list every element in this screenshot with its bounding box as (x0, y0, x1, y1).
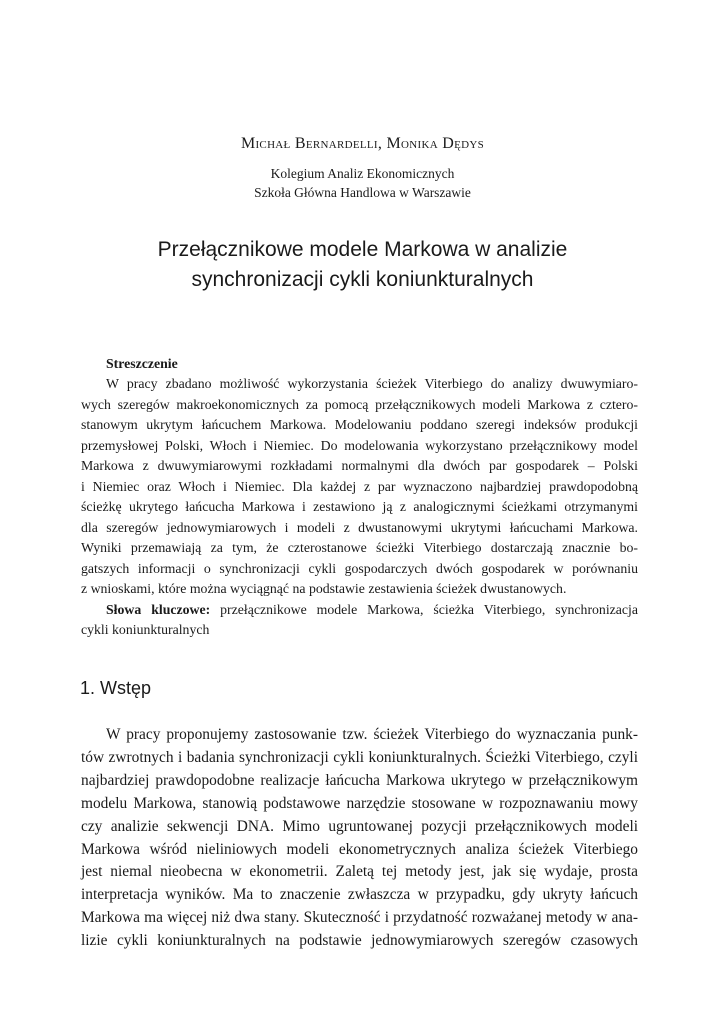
abstract-line: dla szeregów jednowymiarowych i modeli z dwustanowymi ukrytymi łańcuchami Markowa. (81, 519, 638, 535)
keywords-line-2: cykli koniunkturalnych (81, 622, 210, 637)
abstract-line: ścieżkę ukrytego łańcucha Markowa i zestawiono ją z analogicznymi ścieżkami otrzymanymi (81, 499, 638, 514)
body-line: Markowa wśród nieliniowych modeli ekonometrycznych analiza ścieżek Viterbiego (81, 840, 638, 858)
title-line-1: Przełącznikowe modele Markowa w analizie (157, 238, 568, 261)
abstract (81, 354, 638, 641)
body-line: czy analizie sekwencji DNA. Mimo ugruntowanej pozycji przełącznikowych modeli (81, 817, 638, 835)
keywords-text: przełącznikowe modele Markowa, ścieżka Viterbiego, synchronizacja (210, 601, 638, 617)
abstract-line: stanowym ukrytym łańcuchem Markowa. Modelowaniu poddano szeregi indeksów produkcji (81, 417, 638, 432)
abstract-line: Markowa z dwuwymiarowymi rozkładami normalnymi dla dwóch par gospodarek – Polski (81, 458, 638, 473)
affiliation-line-1: Kolegium Analiz Ekonomicznych (270, 166, 455, 181)
affiliation-line-2: Szkoła Główna Handlowa w Warszawie (254, 185, 471, 200)
body-line: jest niemal nieobecna w ekonometrii. Zaletą tej metody jest, jak się wydaje, prosta (81, 863, 638, 881)
keywords-label: Słowa kluczowe: (106, 601, 211, 617)
body-line: interpretacja wyników. Ma to znaczenie zwłaszcza w przypadku, gdy ukryty łańcuch (81, 886, 638, 904)
body-text (81, 724, 638, 953)
abstract-line: i Niemiec oraz Włoch i Niemiec. Dla każdej z par wyznaczono najbardziej prawdopodobną (81, 478, 638, 494)
body-line: lizie cykli koniunkturalnych na podstawie jednowymiarowych szeregów czasowych (81, 932, 638, 950)
abstract-line: wych szeregów makroekonomicznych za pomocą przełącznikowych modeli Markowa z cztero- (81, 396, 638, 412)
body-line: tów zwrotnych i badania synchronizacji cykli koniunkturalnych. Ścieżki Viterbiego, czyli (81, 748, 638, 766)
section-heading: 1. Wstęp (80, 678, 152, 698)
body-line: W pracy proponujemy zastosowanie tzw. ścieżek Viterbiego do wyznaczania punk- (106, 726, 638, 743)
abstract-line: W pracy zbadano możliwość wykorzystania ścieżek Viterbiego do analizy dwuwymiaro- (106, 376, 638, 391)
keywords-line (81, 600, 638, 621)
authors: Michał Bernardelli, Monika Dędys (240, 135, 485, 152)
affiliation (0, 164, 725, 202)
body-line: najbardziej prawdopodobne realizacje łańcucha Markowa ukrytego w przełącznikowym (81, 771, 638, 789)
paper-title (80, 235, 645, 295)
abstract-heading: Streszczenie (106, 356, 178, 371)
abstract-line: gatszych informacji o synchronizacji cykli gospodarczych dwóch gospodarek w porównaniu (81, 560, 638, 576)
abstract-line: przemysłowej Polski, Włoch i Niemiec. Do modelowania wykorzystano przełącznikowy model (81, 437, 638, 453)
title-line-2: synchronizacji cykli koniunkturalnych (191, 268, 534, 291)
abstract-line: z wnioskami, które można wyciągnąć na podstawie zestawienia ścieżek dwustanowych. (81, 581, 567, 596)
abstract-line: Wyniki przemawiają za tym, że czterostanowe ścieżki Viterbiego dostarczają znacznie bo- (81, 540, 638, 555)
body-line: modelu Markowa, stanowią podstawowe narzędzie stosowane w rozpoznawaniu mowy (81, 794, 638, 812)
body-line: Markowa ma więcej niż dwa stany. Skuteczność i przydatność rozważanej metody w ana- (81, 909, 638, 927)
